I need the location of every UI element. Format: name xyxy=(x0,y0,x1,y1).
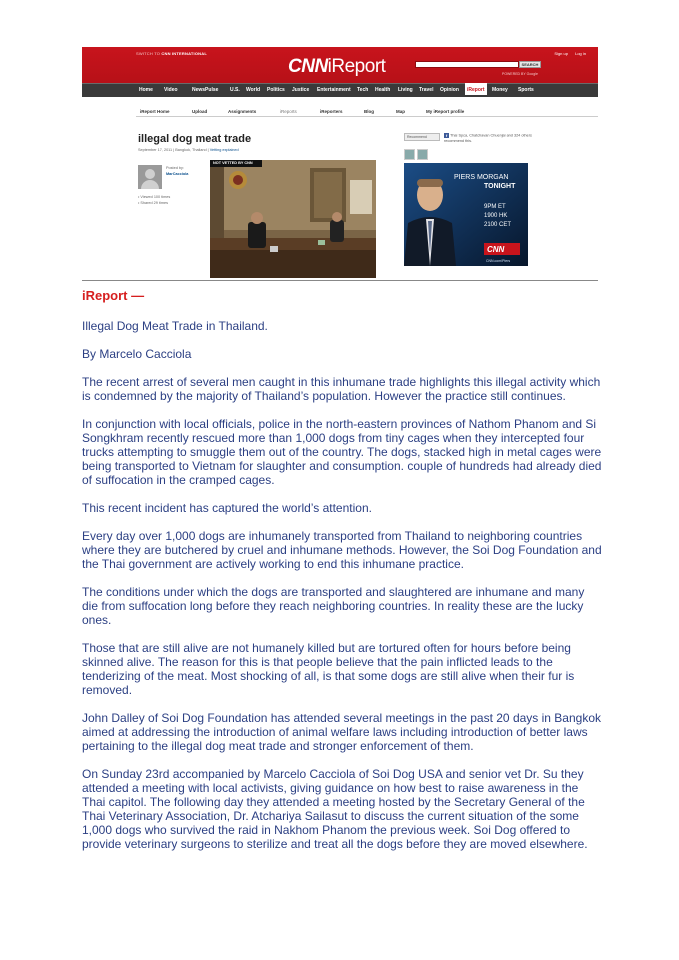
vetting-link[interactable]: Vetting explained xyxy=(209,148,239,152)
nav-video[interactable]: Video xyxy=(164,87,178,93)
search-button[interactable]: SEARCH xyxy=(519,61,541,68)
facebook-recommendations xyxy=(444,133,544,144)
article-paragraph: In conjunction with local officials, police in the north-eastern provinces of Nathom Phanom and Si Songkhram recently rescued more than 1,000 dogs from tiny cages when they intercepted four trucks attempting to smuggle them out of the country. The dogs, stacked high in metal cages were being transported to Vietnam for slaughter and consumption. couple of hundreds had already died of suffocation in the cramped cages. xyxy=(82,417,602,487)
nav-ireport[interactable]: iReport xyxy=(465,83,487,95)
recommend-button[interactable]: Recommend xyxy=(404,133,440,141)
subnav-map[interactable]: Map xyxy=(396,109,405,114)
nav-living[interactable]: Living xyxy=(398,87,413,93)
nav-opinion[interactable]: Opinion xyxy=(440,87,459,93)
article-paragraph: Those that are still alive are not humanely killed but are tortured often for hours before being skinned alive. The reason for this is that people believe that the pain inflicted leads to the tenderizing of the meat. Most shocking of all, is that some dogs are still alive when their fur is removed. xyxy=(82,641,575,697)
article-paragraph: On Sunday 23rd accompanied by Marcelo Cacciola of Soi Dog USA and senior vet Dr. Su they attended a meeting with local activists, giving guidance on how best to raise awareness in the Thai capitol. The following day they attended a meeting hosted by the Secretary General of the Thai Veterinary Association, Dr. Atchariya Sailasut to discuss the current situation of the some 1,000 dogs who survived the raid in Nakhom Phanom the previous week. Soi Dog offered to provide veterinary surgeons to sterilize and treat all the dogs before they are moved elsewhere. xyxy=(82,767,588,851)
posted-by-label: Posted by: xyxy=(166,166,184,170)
switch-target: CNN INTERNATIONAL xyxy=(161,51,207,56)
story-photo[interactable] xyxy=(210,160,376,278)
nav-travel[interactable]: Travel xyxy=(419,87,434,93)
powered-by-google: POWERED BY Google xyxy=(502,72,538,76)
dateline-text: September 17, 2011 | Bangkok, Thailand | xyxy=(138,148,209,152)
article-paragraph: The recent arrest of several men caught in this inhumane trade highlights this illegal activity which is condemned by the majority of Thailand’s population. However the practice still continues. xyxy=(82,375,601,403)
ad-show-line2: TONIGHT xyxy=(484,183,516,190)
nav-world[interactable]: World xyxy=(246,87,261,93)
viewed-count: • Viewed 100 times xyxy=(138,195,171,199)
recommender-avatar[interactable] xyxy=(417,149,428,160)
nav-politics[interactable]: Politics xyxy=(267,87,285,93)
article-paragraph: John Dalley of Soi Dog Foundation has attended several meetings in the past 20 days in Bangkok aimed at addressing the introduction of animal welfare laws including introduction of better laws pertaining to the illegal dog meat trade and stronger enforcement of them. xyxy=(82,711,601,753)
fb-recommend-text: Thai Spca, Chatchavan Chuenjai and 324 others recommend this. xyxy=(444,133,532,143)
ireport-subnav xyxy=(136,103,598,117)
subnav-my-profile[interactable]: My iReport profile xyxy=(426,109,465,114)
story-stats xyxy=(138,195,170,206)
nav-home[interactable]: Home xyxy=(139,87,153,93)
ad-site-url: CNN.com/Piers xyxy=(486,259,511,263)
recommender-avatar[interactable] xyxy=(404,149,415,160)
cnn-ireport-logo[interactable] xyxy=(288,56,385,78)
article-paragraph: This recent incident has captured the world’s attention. xyxy=(82,501,372,515)
nav-money[interactable]: Money xyxy=(492,87,508,93)
facebook-icon: f xyxy=(445,133,448,138)
nav-newspulse[interactable]: NewsPulse xyxy=(192,87,219,93)
posted-by xyxy=(166,165,188,177)
nav-health[interactable]: Health xyxy=(375,87,391,93)
subnav-upload[interactable]: Upload xyxy=(192,109,208,114)
ireport-kicker: iReport — xyxy=(82,288,145,303)
nav-tech[interactable]: Tech xyxy=(357,87,369,93)
ad-artwork xyxy=(404,163,528,266)
subnav-ireport-home[interactable]: iReport Home xyxy=(140,109,170,114)
account-links xyxy=(548,51,586,56)
story-title: illegal dog meat trade xyxy=(138,133,252,145)
ad-time-1: 9PM ET xyxy=(484,204,506,210)
subnav-blog[interactable]: Blog xyxy=(364,109,374,114)
ad-cnn-logo: CNN xyxy=(487,245,505,254)
subnav-assignments[interactable]: Assignments xyxy=(228,109,257,114)
ad-time-2: 1900 HK xyxy=(484,213,508,219)
article-headline: Illegal Dog Meat Trade in Thailand. xyxy=(82,319,268,333)
article-paragraph: Every day over 1,000 dogs are inhumanely transported from Thailand to neighboring countries where they are butchered by cruel and inhumane methods. However, the Soi Dog Foundation and the Thai government are actively working to end this inhumane practice. xyxy=(82,529,602,571)
logo-ireport: iReport xyxy=(327,56,386,77)
cnn-header xyxy=(82,47,598,97)
sign-up-link[interactable]: Sign up xyxy=(554,51,568,56)
author-link[interactable]: MarCacciola xyxy=(166,172,189,176)
article-body xyxy=(82,288,602,865)
edition-switch[interactable] xyxy=(136,51,207,56)
ad-show-line1: PIERS MORGAN xyxy=(454,174,509,181)
ad-time-3: 2100 CET xyxy=(484,222,512,228)
search-input[interactable] xyxy=(415,61,519,68)
not-vetted-badge: NOT VETTED BY CNN xyxy=(210,160,262,167)
screenshot-divider xyxy=(82,280,598,281)
logo-cnn: CNN xyxy=(288,56,328,77)
nav-us[interactable]: U.S. xyxy=(230,87,240,93)
main-nav xyxy=(82,83,598,97)
article-paragraph: The conditions under which the dogs are transported and slaughtered are inhumane and many die from suffocation long before they reach neighboring countries. In reality these are the lucky ones. xyxy=(82,585,585,627)
meeting-photo-illustration xyxy=(210,160,376,278)
story-dateline xyxy=(138,148,239,152)
article-byline: By Marcelo Cacciola xyxy=(82,347,192,361)
cnn-ireport-screenshot xyxy=(82,47,598,283)
piers-morgan-ad[interactable] xyxy=(404,163,528,266)
nav-sports[interactable]: Sports xyxy=(518,87,534,93)
shared-count: • Shared 29 times xyxy=(138,200,169,205)
subnav-ireporters[interactable]: iReporters xyxy=(320,109,343,114)
nav-justice[interactable]: Justice xyxy=(292,87,310,93)
author-avatar[interactable] xyxy=(138,165,162,189)
switch-label: SWITCH TO xyxy=(136,51,161,56)
nav-entertainment[interactable]: Entertainment xyxy=(317,87,351,93)
log-in-link[interactable]: Log in xyxy=(575,51,586,56)
subnav-ireports[interactable]: iReports xyxy=(280,109,297,114)
